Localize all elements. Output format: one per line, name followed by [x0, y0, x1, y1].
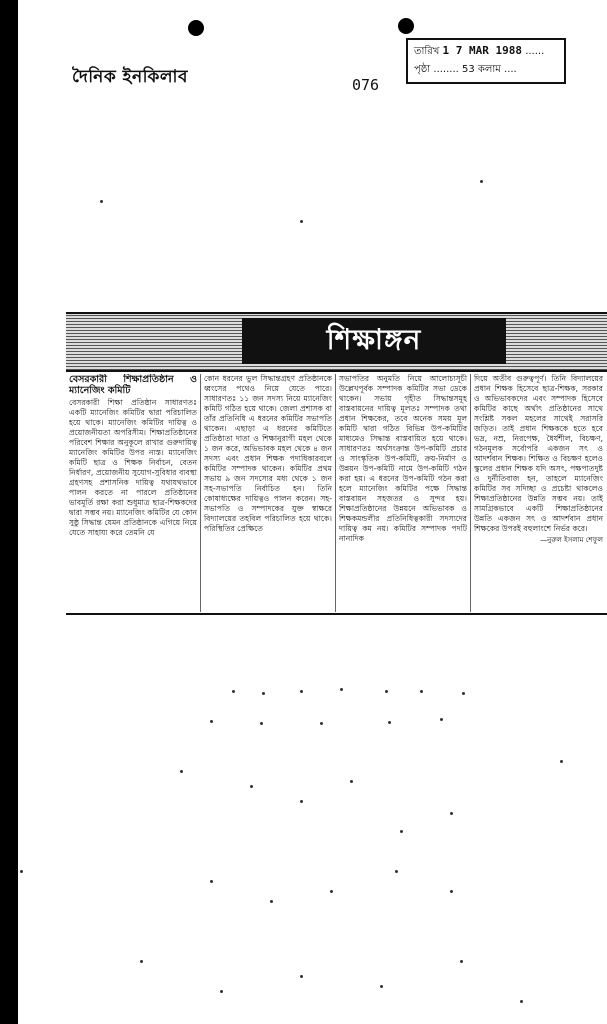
scan-speck	[330, 890, 333, 893]
stamp-column-value: 53	[462, 64, 475, 75]
scan-speck	[250, 785, 253, 788]
article-column-1	[66, 374, 201, 612]
scan-speck	[560, 760, 563, 763]
scan-speck	[20, 870, 23, 873]
scan-speck	[440, 718, 443, 721]
punch-hole-left	[188, 20, 204, 36]
scan-speck	[420, 690, 423, 693]
date-stamp	[406, 38, 566, 84]
scan-speck	[385, 690, 388, 693]
article-column-3	[336, 374, 471, 612]
article-column-4	[471, 374, 606, 612]
article-column-text: দিয়ে অতীব গুরুত্বপূর্ণ। তিনি বিদ্যালয়ের প্রধান শিক্ষক হিসেবে ছাত্র-শিক্ষক, সরকার ও অভিভাবকদের এবং সম্পাদক হিসেবে কমিটির কাছে অর্থাৎ প্রতিষ্ঠানের সাথে সংশ্লিষ্ট সকল মহলের সাথেই সরাসরি জড়িত। তাই প্রধান শিক্ষককে হতে হবে ভদ্র, নম্র, নিরপেক্ষ, ধৈর্যশীল, বিচক্ষণ, গঠনমূলক সর্বোপরি একজন সৎ ও আদর্শবান শিক্ষক। শিক্ষিত ও বিচক্ষণ হলেও স্কুলের প্রধান শিক্ষক যদি অসৎ, পক্ষপাতদুষ্ট ও দুর্নীতিবাজ হন, তাহলে ম্যানেজিং কমিটির সব সদিচ্ছা ও প্রচেষ্টা থাকলেও শিক্ষাপ্রতিষ্ঠানের উন্নতি সম্ভব নয়। তাই সামগ্রিকভাবে একটি শিক্ষাপ্রতিষ্ঠানের উন্নতি একজন সৎ ও আদর্শবান প্রধান শিক্ষকের উপরই বহুলাংশে নির্ভর করে।	[474, 374, 603, 533]
punch-hole-right	[398, 18, 414, 34]
article-headline: বেসরকারী শিক্ষাপ্রতিষ্ঠান ও ম্যানেজিং কমিটি	[69, 374, 197, 396]
scan-speck	[140, 960, 143, 963]
newspaper-page	[18, 0, 607, 1024]
scan-speck	[300, 975, 303, 978]
scan-speck	[270, 900, 273, 903]
stamp-date-label: তারিখ	[414, 46, 440, 57]
scan-speck	[450, 890, 453, 893]
scan-speck	[380, 985, 383, 988]
stamp-column-label: কলাম	[477, 64, 501, 75]
scan-speck	[350, 780, 353, 783]
section-banner	[66, 312, 607, 372]
article-bottom-rule	[66, 613, 607, 615]
article-column-text: বেসরকারী শিক্ষা প্রতিষ্ঠান সাধারণতঃ একটি ম্যানেজিং কমিটির দ্বারা পরিচালিত হয়ে থাকে। ম্যানেজিং কমিটির দায়িত্ব ও প্রয়োজনীয়তা অপরিসীম। শিক্ষাপ্রতিষ্ঠানের পরিবেশ শিক্ষার অনুকূলে রাখার গুরুদায়িত্ব ম্যানেজিং কমিটির উপর ন্যস্ত। ম্যানেজিং কমিটি ছাত্র ও শিক্ষক নির্বাচন, বেতন নির্ধারণ, প্রয়োজনীয় সুযোগ-সুবিধার ব্যবস্থা গ্রহণসহ প্রশাসনিক দায়িত্ব যথাযথভাবে পালন করতে না পারলে প্রতিষ্ঠানের ভাবমূর্তি রক্ষা করা শুধুমাত্র ছাত্র-শিক্ষকদের দ্বারা সম্ভব নয়। ম্যানেজিং কমিটির যে কোন সুষ্ঠু সিদ্ধান্ত যেমন প্রতিষ্ঠানকে এগিয়ে নিয়ে যেতে সাহায্য করে তেমনি যে	[69, 398, 197, 537]
scan-speck	[210, 720, 213, 723]
scan-speck	[262, 692, 265, 695]
article-column-2	[201, 374, 336, 612]
stamp-page-row: পৃষ্ঠা ........ 53 কলাম ....	[414, 64, 517, 75]
scan-speck	[462, 692, 465, 695]
scan-speck	[300, 800, 303, 803]
scan-speck	[260, 722, 263, 725]
article-clipping	[66, 312, 607, 616]
scan-speck	[340, 688, 343, 691]
stamp-date-row: তারিখ 1 7 MAR 1988 ......	[414, 44, 545, 57]
article-columns	[66, 374, 607, 612]
article-column-text: সভাপতির অনুমতি নিয়ে আলোচ্যসূচী উল্লেখপূর্বক সম্পাদক কমিটির সভা ডেকে থাকেন। সভায় গৃহীত সিদ্ধান্তসমূহ বাস্তবায়নের দায়িত্ব মূলতঃ সম্পাদক তথা প্রধান শিক্ষকের, তবে অনেক সময় মূল কমিটি দ্বারা গঠিত বিভিন্ন উপ-কমিটির মাধ্যমেও সিদ্ধান্ত বাস্তবায়িত হয়ে থাকে। সাধারণতঃ অর্থসংক্রান্ত উপ-কমিটি প্রচার ও সাংস্কৃতিক উপ-কমিটি, ক্রয়-নির্মাণ ও উন্নয়ন উপ-কমিটি নামে উপ-কমিটি গঠন করা হয়। এ ধরনের উপ-কমিটি গঠন করা হলে ম্যানেজিং কমিটির পক্ষে সিদ্ধান্ত বাস্তবায়ন সহজতর ও সুন্দর হয়। শিক্ষাপ্রতিষ্ঠানের উন্নয়নে অভিভাবক ও শিক্ষকমন্ডলীর প্রতিনিধিত্বকারী সদস্যদের দায়িত্ব কম নয়। কমিটির সম্পাদক পদটি নানাদিক	[339, 374, 467, 543]
scan-speck	[220, 990, 223, 993]
section-banner-title: শিক্ষাঙ্গন	[242, 318, 506, 364]
newspaper-masthead: দৈনিক ইনকিলাব	[72, 67, 188, 87]
scan-speck	[180, 770, 183, 773]
scan-speck	[210, 880, 213, 883]
archive-page-number: 076	[352, 76, 380, 94]
scan-speck	[300, 220, 303, 223]
scan-speck	[480, 180, 483, 183]
scan-speck	[400, 830, 403, 833]
article-column-text: কোন ধরনের ভুল সিদ্ধান্তগ্রহণ প্রতিষ্ঠানকে ধ্বংসের পথেও নিয়ে যেতে পারে। সাধারণতঃ ১১ জন সদস্য নিয়ে ম্যানেজিং কমিটি গঠিত হয়ে থাকে। জেলা প্রশাসক বা তাঁর প্রতিনিধি এ ধরনের কমিটির সভাপতি থাকেন। এছাড়া এ ধরনের কমিটিতে প্রতিষ্ঠাতা দাতা ও শিক্ষানুরাগী মহল থেকে ১ জন করে, অভিভাবক মহল থেকে ৪ জন সদস্য এবং প্রধান শিক্ষক পদাধিকারবলে কমিটির সম্পাদক থাকেন। কমিটির প্রথম সভায় ৯ জন সদস্যের মধ্য থেকে ১ জন সহ-সভাপতি নির্বাচিত হন। তিনি কোষাধ্যক্ষের দায়িত্বও পালন করেন। সহ-সভাপতি ও সম্পাদকের যুক্ত স্বাক্ষরে বিদ্যালয়ের তহবিল পরিচালিত হয়ে থাকে। পরিস্থিতির প্রেক্ষিতে	[204, 374, 332, 533]
scan-speck	[520, 1000, 523, 1003]
scan-speck	[300, 690, 303, 693]
stamp-page-label: পৃষ্ঠা	[414, 64, 431, 75]
scan-speck	[388, 721, 391, 724]
scan-speck	[100, 200, 103, 203]
scan-speck	[320, 722, 323, 725]
scan-speck	[395, 870, 398, 873]
scan-speck	[450, 812, 453, 815]
article-byline: —নুরুল ইসলাম শেফুল	[540, 536, 603, 544]
scan-speck	[460, 960, 463, 963]
stamp-date-value: 1 7 MAR 1988	[442, 44, 523, 57]
scan-speck	[232, 690, 235, 693]
